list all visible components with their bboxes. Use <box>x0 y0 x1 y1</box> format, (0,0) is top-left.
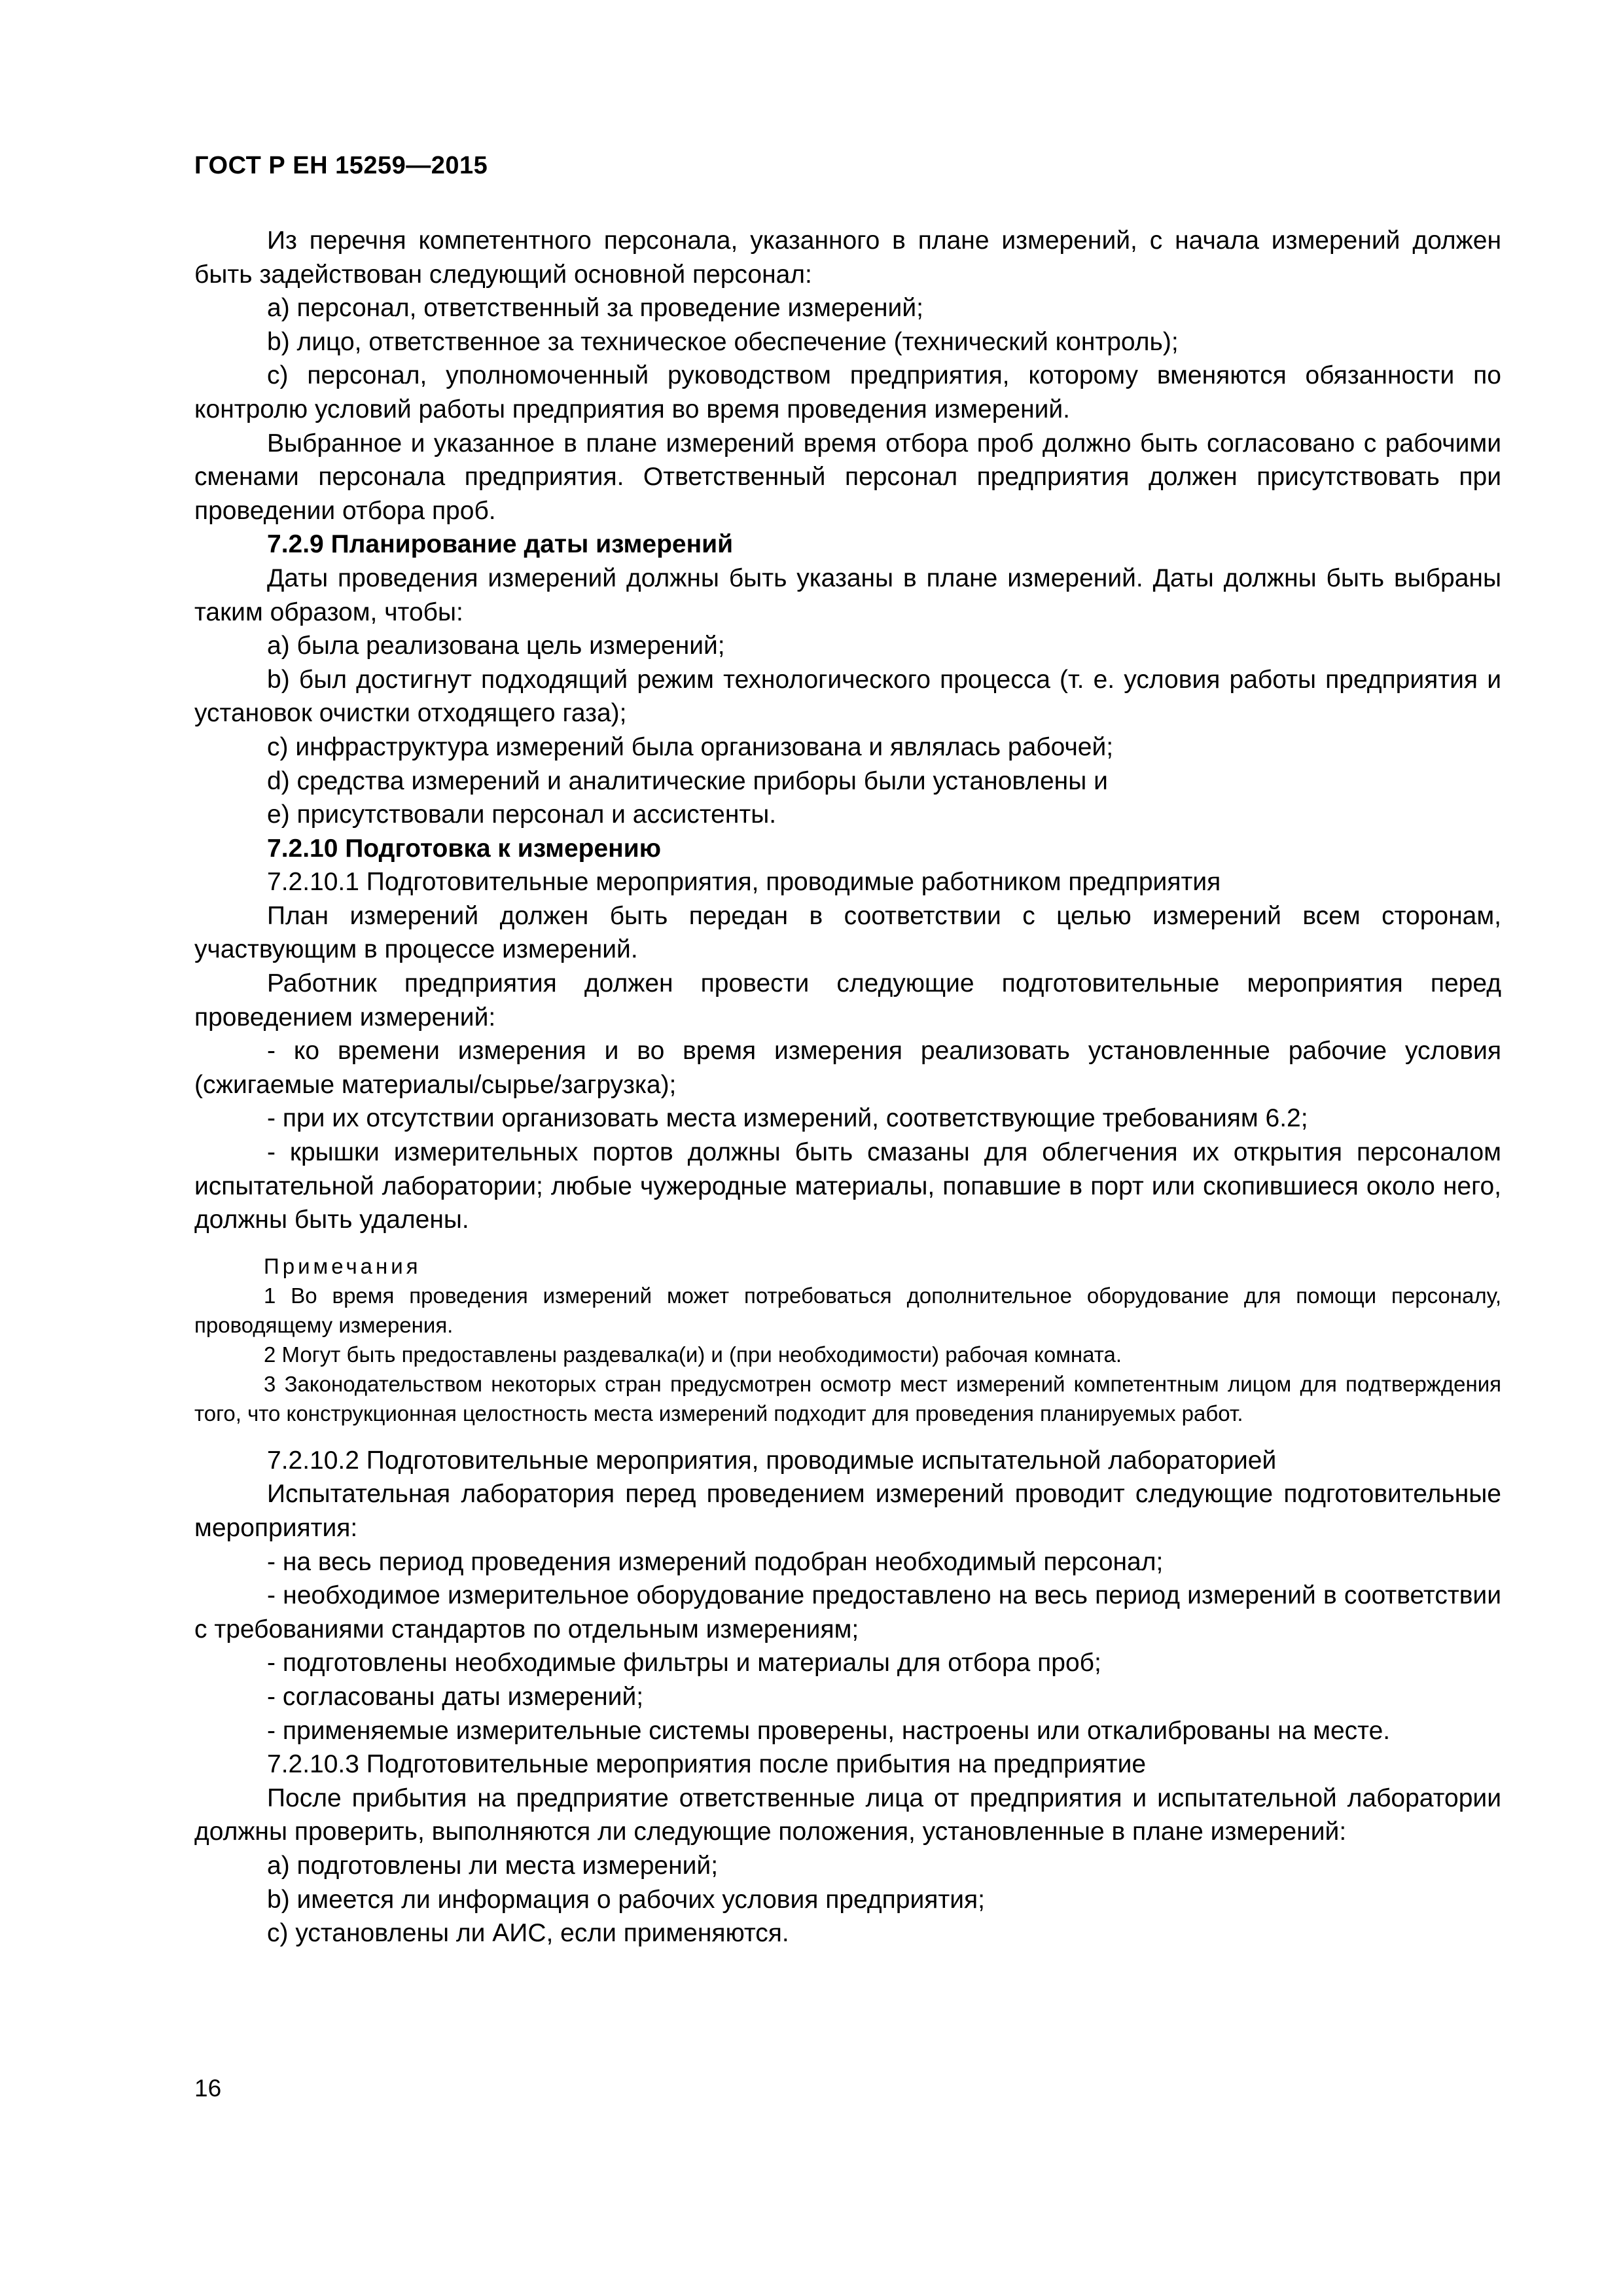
intro-item-b: b) лицо, ответственное за техническое обеспечение (технический контроль); <box>267 327 1179 356</box>
section-7-2-10-dash-1: - ко времени измерения и во время измерения реализовать установленные рабочие условия (сжигаемые материалы/сырье/загрузка); <box>194 1037 1501 1099</box>
section-7-2-9-item-c: с) инфраструктура измерений была организована и являлась рабочей; <box>267 732 1114 761</box>
section-7-2-9-item-d: d) средства измерений и аналитические приборы были установлены и <box>267 766 1108 795</box>
note-2: 2 Могут быть предоставлены раздевалка(и) и (при необходимости) рабочая комната. <box>264 1342 1122 1367</box>
section-7-2-10-paragraph-1: План измерений должен быть передан в соответствии с целью измерений всем сторонам, участвующим в процессе измерений. <box>194 901 1501 964</box>
notes-block <box>194 1251 1501 1428</box>
page-number: 16 <box>194 2075 222 2102</box>
intro-item-c: с) персонал, уполномоченный руководством предприятия, которому вменяются обязанности по контролю условий работы предприятия во время проведения измерений. <box>194 361 1501 423</box>
section-7-2-10-3-item-c: с) установлены ли АИС, если применяются. <box>267 1919 789 1948</box>
subsection-7-2-10-3: 7.2.10.3 Подготовительные мероприятия после прибытия на предприятие <box>267 1750 1147 1779</box>
section-7-2-10-2-dash-1: - на весь период проведения измерений подобран необходимый персонал; <box>267 1547 1164 1576</box>
section-7-2-10-3-paragraph: После прибытия на предприятие ответственные лица от предприятия и испытательной лаборатории должны проверить, выполняются ли следующие положения, установленные в плане измерений: <box>194 1784 1501 1846</box>
section-7-2-10-2-dash-5: - применяемые измерительные системы проверены, настроены или откалиброваны на месте. <box>267 1716 1391 1745</box>
section-heading-7-2-9: 7.2.9 Планирование даты измерений <box>267 530 734 559</box>
note-3: 3 Законодательством некоторых стран предусмотрен осмотр мест измерений компетентным лицом для подтверждения того, что конструкционная целостность места измерений подходит для проведения планируемых работ. <box>194 1371 1501 1426</box>
note-1: 1 Во время проведения измерений может потребоваться дополнительное оборудование для помощи персоналу, проводящему измерения. <box>194 1283 1501 1337</box>
standard-header: ГОСТ Р ЕН 15259—2015 <box>194 152 488 179</box>
section-7-2-10-2-dash-2: - необходимое измерительное оборудование предоставлено на весь период измерений в соответствии с требованиями стандартов по отдельным измерениям; <box>194 1581 1501 1643</box>
section-7-2-10-3-item-b: b) имеется ли информация о рабочих условия предприятия; <box>267 1885 985 1914</box>
section-7-2-10-3-item-a: а) подготовлены ли места измерений; <box>267 1851 719 1880</box>
section-7-2-9-item-a: а) была реализована цель измерений; <box>267 632 725 660</box>
section-7-2-10-2-dash-3: - подготовлены необходимые фильтры и материалы для отбора проб; <box>267 1649 1101 1677</box>
section-7-2-9-item-e: е) присутствовали персонал и ассистенты. <box>267 800 777 829</box>
section-7-2-10-2-paragraph: Испытательная лаборатория перед проведением измерений проводит следующие подготовительные мероприятия: <box>194 1480 1501 1542</box>
section-7-2-10-2-dash-4: - согласованы даты измерений; <box>267 1682 644 1711</box>
section-heading-7-2-10: 7.2.10 Подготовка к измерению <box>267 834 662 863</box>
subsection-7-2-10-1: 7.2.10.1 Подготовительные мероприятия, проводимые работником предприятия <box>267 868 1221 897</box>
section-7-2-10-paragraph-2: Работник предприятия должен провести следующие подготовительные мероприятия перед проведением измерений: <box>194 969 1501 1031</box>
section-7-2-9-item-b: b) был достигнут подходящий режим технологического процесса (т. е. условия работы предприятия и установок очистки отходящего газа); <box>194 665 1501 728</box>
subsection-7-2-10-2: 7.2.10.2 Подготовительные мероприятия, проводимые испытательной лабораторией <box>267 1446 1277 1475</box>
intro-paragraph: Из перечня компетентного персонала, указанного в плане измерений, с начала измерений должен быть задействован следующий основной персонал: <box>194 226 1501 289</box>
section-7-2-9-paragraph: Даты проведения измерений должны быть указаны в плане измерений. Даты должны быть выбраны таким образом, чтобы: <box>194 564 1501 626</box>
section-7-2-10-dash-2: - при их отсутствии организовать места измерений, соответствующие требованиям 6.2; <box>267 1104 1308 1133</box>
intro-item-a: а) персонал, ответственный за проведение измерений; <box>267 294 923 323</box>
notes-title: Примечания <box>264 1253 421 1278</box>
document-body <box>194 224 1501 1950</box>
section-7-2-10-dash-3: - крышки измерительных портов должны быть смазаны для облегчения их открытия персоналом испытательной лаборатории; любые чужеродные материалы, попавшие в порт или скопившиеся около него, должны быть удалены. <box>194 1138 1501 1234</box>
intro-paragraph-2: Выбранное и указанное в плане измерений время отбора проб должно быть согласовано с рабочими сменами персонала предприятия. Ответственный персонал предприятия должен присутствовать при проведении отбора проб. <box>194 429 1501 525</box>
